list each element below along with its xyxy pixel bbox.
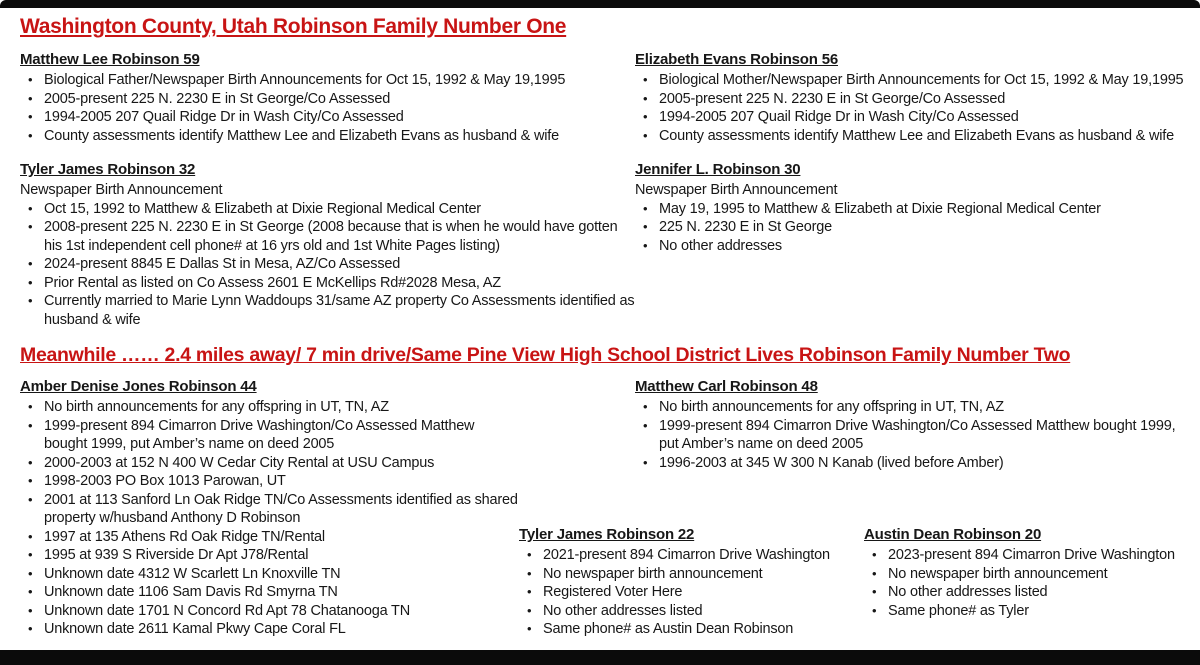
bullet-item: • May 19, 1995 to Matthew & Elizabeth at Dixie Regional Medical Center	[635, 200, 1190, 219]
bullet-item: • Same phone# as Austin Dean Robinson	[519, 620, 864, 639]
divider-title: Meanwhile …… 2.4 miles away/ 7 min drive/Same Pine View High School District Lives Robinson Family Number Two	[20, 344, 1071, 366]
person-name: Amber Denise Jones Robinson 44	[20, 378, 257, 395]
bullet-list	[635, 71, 1190, 145]
bullet-item: • 2008-present 225 N. 2230 E in St George (2008 because that is when he would have gotten his 1st independent cell phone# at 16 yrs old and 1st White Pages listing)	[20, 218, 635, 255]
person-card-elizabeth-evans	[635, 50, 1190, 145]
person-subtitle: Newspaper Birth Announcement	[635, 182, 838, 198]
bullet-item: • 1996-2003 at 345 W 300 N Kanab (lived before Amber)	[635, 454, 1190, 473]
person-card-matthew-carl-48	[635, 377, 1190, 472]
bullet-item: • 1999-present 894 Cimarron Drive Washington/Co Assessed Matthew bought 1999, put Amber’s name on deed 2005	[635, 417, 1190, 454]
bullet-item: • County assessments identify Matthew Lee and Elizabeth Evans as husband & wife	[635, 127, 1190, 146]
bullet-item: • Currently married to Marie Lynn Waddoups 31/same AZ property Co Assessments identified as husband & wife	[20, 292, 635, 329]
bullet-item: • 1998-2003 PO Box 1013 Parowan, UT	[20, 472, 519, 491]
page-title: Washington County, Utah Robinson Family Number One	[20, 15, 567, 38]
bullet-item: • 2001 at 113 Sanford Ln Oak Ridge TN/Co Assessments identified as shared property w/husband Anthony D Robinson	[20, 491, 519, 528]
bullet-item: • No newspaper birth announcement	[864, 565, 1190, 584]
bullet-list	[635, 398, 1190, 472]
bullet-item: • No other addresses listed	[864, 583, 1190, 602]
bullet-item: • Registered Voter Here	[519, 583, 864, 602]
person-card-amber-denise-44	[20, 377, 519, 639]
bullet-item: • Biological Mother/Newspaper Birth Announcements for Oct 15, 1992 & May 19,1995	[635, 71, 1190, 90]
bullet-item: • 2005-present 225 N. 2230 E in St George/Co Assessed	[20, 90, 635, 109]
bullet-item: • 1994-2005 207 Quail Ridge Dr in Wash City/Co Assessed	[20, 108, 635, 127]
slide-canvas	[0, 8, 1200, 639]
family-two-sons-row	[519, 525, 1190, 639]
person-card-jennifer-l-30	[635, 160, 1190, 329]
person-name: Tyler James Robinson 32	[20, 161, 196, 178]
person-name: Tyler James Robinson 22	[519, 526, 695, 543]
window-bottom-bar	[0, 650, 1200, 665]
bullet-item: • No other addresses listed	[519, 602, 864, 621]
bullet-item: • 2005-present 225 N. 2230 E in St George/Co Assessed	[635, 90, 1190, 109]
bullet-list	[20, 200, 635, 330]
bullet-item: • Biological Father/Newspaper Birth Announcements for Oct 15, 1992 & May 19,1995	[20, 71, 635, 90]
bullet-item: • 1994-2005 207 Quail Ridge Dr in Wash City/Co Assessed	[635, 108, 1190, 127]
window-top-bar	[0, 0, 1200, 8]
family-one-section	[20, 50, 1190, 329]
person-name: Matthew Carl Robinson 48	[635, 378, 818, 395]
bullet-item: • No birth announcements for any offspring in UT, TN, AZ	[20, 398, 519, 417]
bullet-item: • Oct 15, 1992 to Matthew & Elizabeth at Dixie Regional Medical Center	[20, 200, 635, 219]
bullet-list	[864, 546, 1190, 620]
bullet-item: • 225 N. 2230 E in St George	[635, 218, 1190, 237]
person-name: Austin Dean Robinson 20	[864, 526, 1042, 543]
bullet-item: • No birth announcements for any offspring in UT, TN, AZ	[635, 398, 1190, 417]
person-card-tyler-james-32	[20, 160, 635, 329]
bullet-item: • 1995 at 939 S Riverside Dr Apt J78/Rental	[20, 546, 519, 565]
bullet-item: • 2000-2003 at 152 N 400 W Cedar City Rental at USU Campus	[20, 454, 519, 473]
person-subtitle: Newspaper Birth Announcement	[20, 182, 223, 198]
bullet-item: • Unknown date 4312 W Scarlett Ln Knoxville TN	[20, 565, 519, 584]
person-name: Matthew Lee Robinson 59	[20, 51, 200, 68]
bullet-item: • No other addresses	[635, 237, 1190, 256]
bullet-list	[20, 71, 635, 145]
family-two-right-area	[519, 377, 1190, 639]
person-card-austin-dean-20	[864, 525, 1190, 639]
person-name: Jennifer L. Robinson 30	[635, 161, 801, 178]
bullet-item: • Prior Rental as listed on Co Assess 2601 E McKellips Rd#2028 Mesa, AZ	[20, 274, 635, 293]
bullet-list	[519, 546, 864, 639]
bullet-item: • Unknown date 1106 Sam Davis Rd Smyrna TN	[20, 583, 519, 602]
bullet-item: • Unknown date 2611 Kamal Pkwy Cape Coral FL	[20, 620, 519, 639]
bullet-item: • 2024-present 8845 E Dallas St in Mesa, AZ/Co Assessed	[20, 255, 635, 274]
bullet-list	[20, 398, 519, 639]
bullet-item: • County assessments identify Matthew Lee and Elizabeth Evans as husband & wife	[20, 127, 635, 146]
bullet-item: • 2021-present 894 Cimarron Drive Washington	[519, 546, 864, 565]
bullet-item: • Unknown date 1701 N Concord Rd Apt 78 Chatanooga TN	[20, 602, 519, 621]
person-name: Elizabeth Evans Robinson 56	[635, 51, 838, 68]
bullet-item: • 1999-present 894 Cimarron Drive Washington/Co Assessed Matthew bought 1999, put Amber’s name on deed 2005	[20, 417, 519, 454]
bullet-item: • Same phone# as Tyler	[864, 602, 1190, 621]
bullet-item: • 2023-present 894 Cimarron Drive Washington	[864, 546, 1190, 565]
person-card-matthew-lee	[20, 50, 635, 145]
person-card-tyler-james-22	[519, 525, 864, 639]
bullet-item: • No newspaper birth announcement	[519, 565, 864, 584]
family-two-section	[20, 377, 1190, 639]
bullet-item: • 1997 at 135 Athens Rd Oak Ridge TN/Rental	[20, 528, 519, 547]
bullet-list	[635, 200, 1190, 256]
